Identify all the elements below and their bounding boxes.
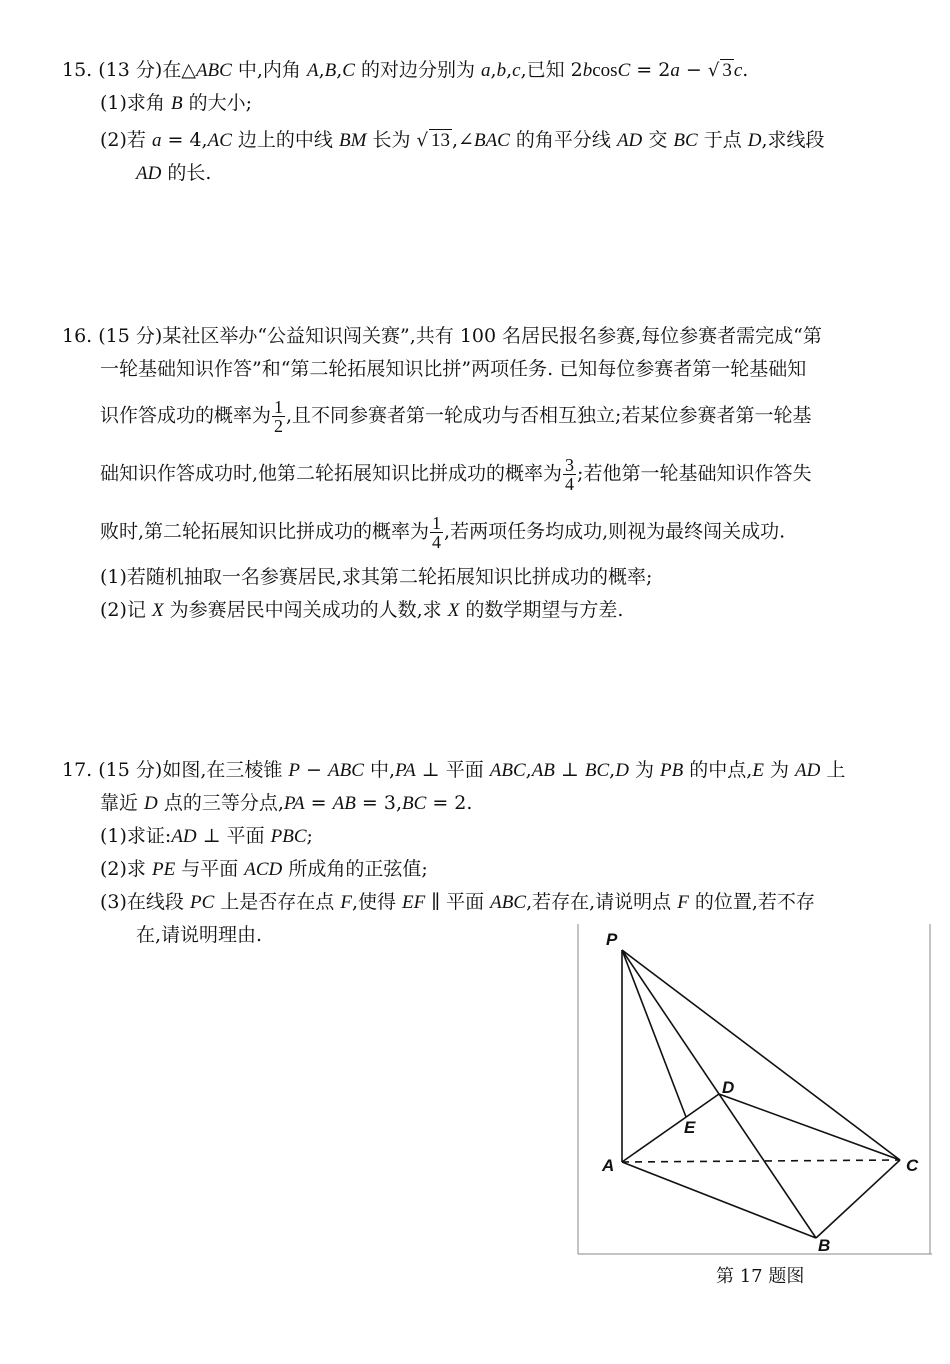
q15-part1: (1)求角 B 的大小; [100, 92, 253, 114]
label-E: E [684, 1118, 696, 1137]
q17-part1: (1)求证:AD ⊥ 平面 PBC; [100, 825, 313, 847]
q17-part3: (3)在线段 PC 上是否存在点 F,使得 EF ∥ 平面 ABC,若存在,请说明点 F 的位置,若不存 [100, 891, 815, 913]
pyramid-diagram [576, 924, 932, 1260]
label-B: B [818, 1236, 831, 1255]
segment-AD [622, 1094, 719, 1162]
q16-score: (15 分) [98, 325, 163, 347]
figure-caption: 第 17 题图 [716, 1266, 805, 1287]
q17-part2: (2)求 PE 与平面 ACD 所成角的正弦值; [100, 858, 428, 880]
fraction-one-quarter: $\frac{1}{4}$ [432, 513, 442, 552]
q16-line5: 败时,第二轮拓展知识比拼成功的概率为 $\frac{1}{4}$ ,若两项任务均成功,则视为最终闯关成功. [100, 513, 786, 552]
edge-AB [622, 1162, 816, 1238]
sqrt-symbol: √ [707, 60, 720, 81]
q16-number: 16. [62, 325, 93, 347]
q16-line2: 一轮基础知识作答”和“第二轮拓展知识比拼”两项任务. 已知每位参赛者第一轮基础知 [100, 358, 807, 380]
label-A: A [602, 1156, 615, 1175]
q17-statement: 17. (15 分)如图,在三棱锥 P − ABC 中,PA ⊥ 平面 ABC,AB ⊥ BC,D 为 PB 的中点,E 为 AD 上 [62, 759, 846, 781]
q17-part3-cont: 在,请说明理由. [136, 924, 263, 946]
q16-line4: 础知识作答成功时,他第二轮拓展知识比拼成功的概率为 $\frac{3}{4}$ ;若他第一轮基础知识作答失 [100, 455, 812, 494]
edge-AC-hidden [622, 1160, 900, 1162]
q16-statement: 16. (15 分)某社区举办“公益知识闯关赛”,共有 100 名居民报名参赛,每位参赛者需完成“第 [62, 325, 822, 347]
label-C: C [906, 1156, 919, 1175]
sqrt-symbol: √ [416, 130, 428, 151]
q17-score: (15 分) [98, 759, 163, 781]
q17-line2: 靠近 D 点的三等分点,PA = AB = 3,BC = 2. [100, 792, 473, 814]
q16-part1: (1)若随机抽取一名参赛居民,求其第二轮拓展知识比拼成功的概率; [100, 566, 653, 588]
q15-statement: 15. (13 分)在△ABC 中,内角 A,B,C 的对边分别为 a,b,c,已知 2bcosC = 2a − √ 3 c. [62, 59, 749, 81]
edge-BC [816, 1160, 900, 1238]
label-P: P [606, 930, 618, 949]
q15-part2: (2)若 a = 4,AC 边上的中线 BM 长为 √ 13 ,∠BAC 的角平分线 AD 交 BC 于点 D,求线段 [100, 129, 825, 151]
q15-part2-cont: AD 的长. [136, 162, 212, 184]
q17-figure [576, 924, 932, 1260]
label-D: D [722, 1078, 735, 1097]
fraction-one-half: $\frac{1}{2}$ [274, 397, 284, 436]
q17-number: 17. [62, 759, 93, 781]
fraction-three-quarters: $\frac{3}{4}$ [565, 455, 575, 494]
segment-CD [719, 1094, 900, 1160]
edge-PC [622, 950, 900, 1160]
q15-number: 15. [62, 59, 93, 81]
q16-part2: (2)记 X 为参赛居民中闯关成功的人数,求 X 的数学期望与方差. [100, 599, 624, 621]
q15-score: (13 分) [98, 59, 163, 81]
q16-line3: 识作答成功的概率为 $\frac{1}{2}$ ,且不同参赛者第一轮成功与否相互独立;若某位参赛者第一轮基 [100, 397, 812, 436]
